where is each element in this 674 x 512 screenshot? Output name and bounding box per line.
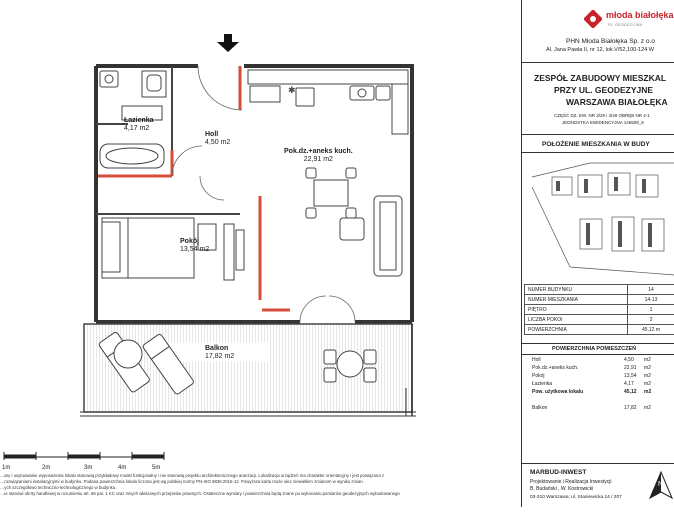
footnote-line: …ych szczegółowo techniczno-technologicznego w budynku. [0,485,520,491]
area-unit: m2 [644,405,651,412]
room-name: Pok.dz.+aneks kuch. [284,148,353,156]
room-area: 22,91 m2 [304,156,333,163]
area-label: Balkon [532,405,547,412]
info-label: LICZBA POKOI [525,315,628,325]
info-panel [521,0,674,507]
area-value: 4,50 [624,357,634,364]
footnote-line: …ary i usytuowanie wyposażenia lokalu stanowią przykładowy model funkcjonalny i nie stanowią projektu architektonicznego aranżacji. Lokalizacja urządzeń ma charakter orientacyjny i jest powiązana z [0,473,520,479]
svg-text:✱: ✱ [288,85,296,95]
company-header [522,0,674,62]
area-value: 4,17 [624,381,634,388]
project-title-1: ZESPÓŁ ZABUDOWY MIESZKAL [534,73,666,83]
room-areas-section [522,343,674,464]
room-name: Łazienka [124,117,154,125]
company-logo-icon [584,10,602,28]
footnote-line: …ie stanowi oferty handlowej w rozumieniu art. 66 par. 1 KC oraz innych właściwych przepisów prawnych. Ostateczne wymiary i powierzchnia będą znane po wykonaniu pomiarów geodezyjnych wybudowanego [0,491,520,497]
designer-name: MARBUD-INWEST [530,469,586,476]
scale-label-3m: 3m [84,465,92,471]
disclaimer-footnote [0,473,520,497]
apartment-info-table [524,284,674,335]
info-value: 2 [628,315,674,325]
info-value: 45,12 m [628,325,674,335]
scale-label-2m: 2m [42,465,50,471]
site-plan-map [530,157,674,282]
table-row [525,325,674,335]
info-label: PIĘTRO [525,305,628,315]
scale-label-1m: 1m [2,465,10,471]
project-header [522,62,674,135]
area-value: 17,82 [624,405,637,412]
room-label-bathroom [124,117,154,133]
company-address: Al. Jana Pawła II, nr 12, lok.V/52,100-124 W [546,47,654,53]
area-label: Pow. użytkowa lokalu [532,389,583,396]
info-label: NUMER BUDYNKU [525,285,628,295]
room-label-balcony [205,345,234,361]
project-unit: JEDNOSTKA EWIDENCYJNA 146508_8 [562,120,644,126]
room-name: Pokój [180,238,209,246]
area-unit: m2 [644,381,651,388]
room-area: 4,50 m2 [205,139,230,146]
designer-line-1: Projektowanie i Realizacja Inwestycji [530,479,611,485]
area-unit: m2 [644,373,651,380]
area-value: 13,54 [624,373,637,380]
project-title-3: WARSZAWA BIAŁOŁĘKA [566,97,668,107]
scale-label-5m: 5m [152,465,160,471]
area-label: Pok.dz.+aneks kuch. [532,365,578,372]
table-row [525,315,674,325]
area-unit: m2 [644,357,651,364]
table-row [525,285,674,295]
designer-footer [522,463,674,508]
info-label: NUMER MIESZKANIA [525,295,628,305]
room-area: 13,54 m2 [180,246,209,253]
project-title-2: PRZY UL. GEODEZYJNE [554,85,653,95]
entrance-arrow-icon [217,34,239,52]
info-label: POWIERZCHNIA [525,325,628,335]
balcony-area [80,324,416,416]
room-name: Balkon [205,345,234,353]
info-value: 14 [628,285,674,295]
area-label: Holl [532,357,541,364]
room-area: 17,82 m2 [205,353,234,360]
company-logo-text: młoda białołęka [606,10,674,20]
info-value: 14-13 [628,295,674,305]
svg-text:N: N [658,481,663,488]
area-unit: m2 [644,365,651,372]
area-unit: m2 [644,389,651,396]
scale-label-4m: 4m [118,465,126,471]
area-value: 45,12 [624,389,637,396]
info-value: 1 [628,305,674,315]
room-label-hall [205,131,230,147]
company-logo-sub: PL. GEODEZYJNA [608,22,642,28]
room-label-living [284,148,353,164]
area-value: 22,91 [624,365,637,372]
designer-line-3: 03-310 Warszawa; ul. Staniewicka 14 / 207 [530,495,622,500]
north-arrow-icon [648,470,674,500]
area-label: Pokój [532,373,545,380]
table-row [525,305,674,315]
areas-title: POWIERZCHNIA POMIESZCZEŃ [552,346,636,352]
designer-line-2: B. Budański , W. Kostrowicki [530,486,593,492]
scale-bar [4,452,164,460]
location-title: POŁOŻENIE MIESZKANIA W BUDY [542,141,650,148]
room-label-bedroom [180,238,209,254]
room-name: Holl [205,131,230,139]
company-name: PHN Młoda Białołęka Sp. z o.o [566,38,655,45]
project-plot: CZĘŚĆ DZ. EW. NR 3/29 i 3/49 OBRĘB NR 4-1 [554,113,650,119]
location-section [522,134,674,285]
footnote-line: …rozwiązaniami instalacyjnymi w budynku. Podana powierzchnia lokalu liczona jest wg polskiej normy PN-ISO 9836:2015-12. Powyższa karta może ulec niewielkim zmianom w wyniku zmian [0,479,520,485]
table-row [525,295,674,305]
room-area: 4,17 m2 [124,125,149,132]
area-label: Łazienka [532,381,552,388]
